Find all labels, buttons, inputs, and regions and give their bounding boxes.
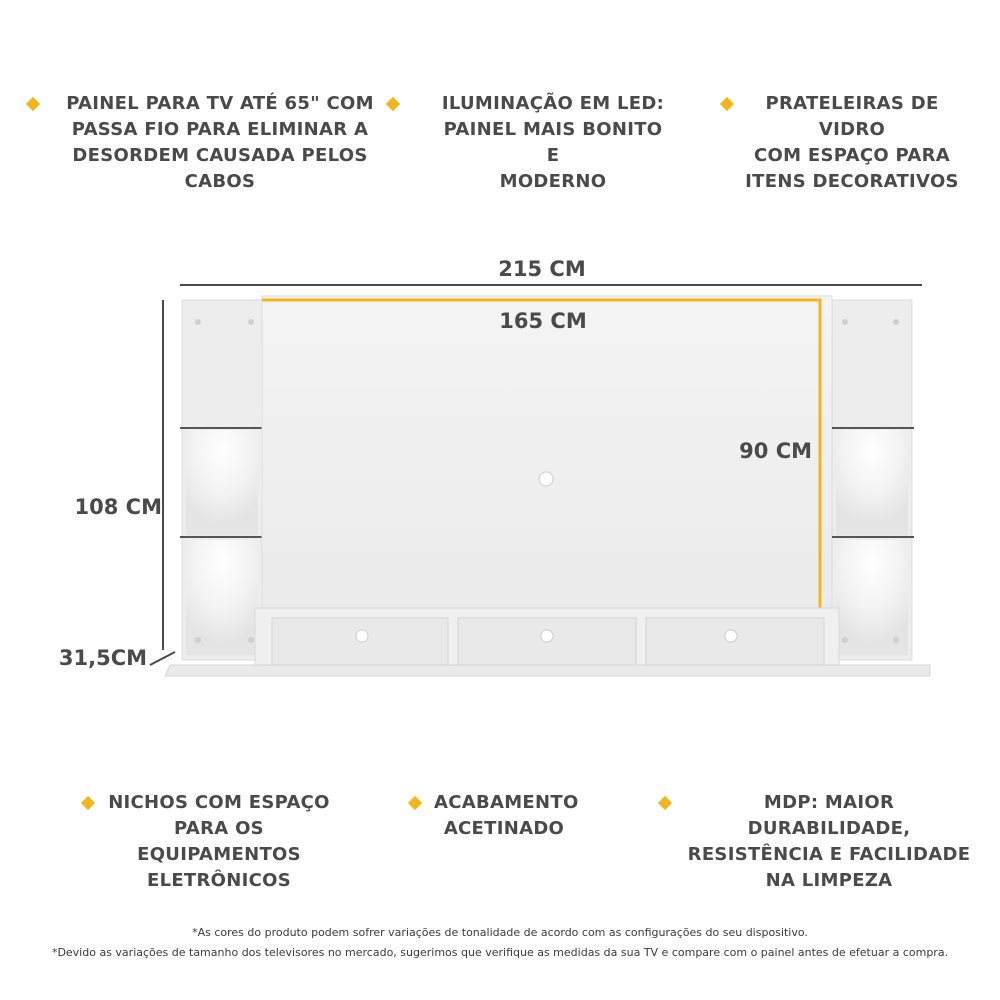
feature-niches-text: NICHOS COM ESPAÇO PARA OS EQUIPAMENTOS ELETRÔNICOS [108, 792, 330, 891]
dimension-total-width: 215 CM [498, 257, 586, 281]
feature-shelves-text: PRATELEIRAS DE VIDRO COM ESPAÇO PARA ITENS DECORATIVOS [745, 93, 959, 192]
feature-niches [83, 790, 343, 894]
dimension-tv-width: 165 CM [499, 309, 587, 333]
dimension-total-height: 108 CM [74, 495, 162, 519]
diamond-icon [408, 796, 422, 810]
diamond-icon [658, 796, 672, 810]
cable-passthrough-hole [539, 472, 553, 486]
base-shelf [165, 665, 930, 676]
dimension-tv-height: 90 CM [739, 439, 812, 463]
color-disclaimer: *As cores do produto podem sofrer variações de tonalidade de acordo com as configurações do seu dispositivo. [192, 926, 808, 939]
feature-finish [410, 790, 590, 842]
size-disclaimer: *Devido as variações de tamanho dos televisores no mercado, sugerimos que verifique as medidas da sua TV e compare com o painel antes de efetuar a compra. [51, 946, 949, 959]
right-tower [832, 300, 914, 660]
feature-tv-panel-text: PAINEL PARA TV ATÉ 65" COM PASSA FIO PARA ELIMINAR A DESORDEM CAUSADA PELOS CABOS [66, 93, 374, 192]
diamond-icon [81, 796, 95, 810]
feature-mdp [660, 790, 980, 894]
dimension-depth: 31,5CM [58, 646, 147, 670]
left-tower [180, 300, 262, 660]
feature-mdp-text: MDP: MAIOR DURABILIDADE, RESISTÊNCIA E FACILIDADE NA LIMPEZA [687, 792, 971, 891]
rack [255, 608, 839, 670]
feature-finish-text: ACABAMENTO ACETINADO [434, 792, 579, 839]
feature-led-text: ILUMINAÇÃO EM LED: PAINEL MAIS BONITO E MODERNO [441, 93, 665, 192]
